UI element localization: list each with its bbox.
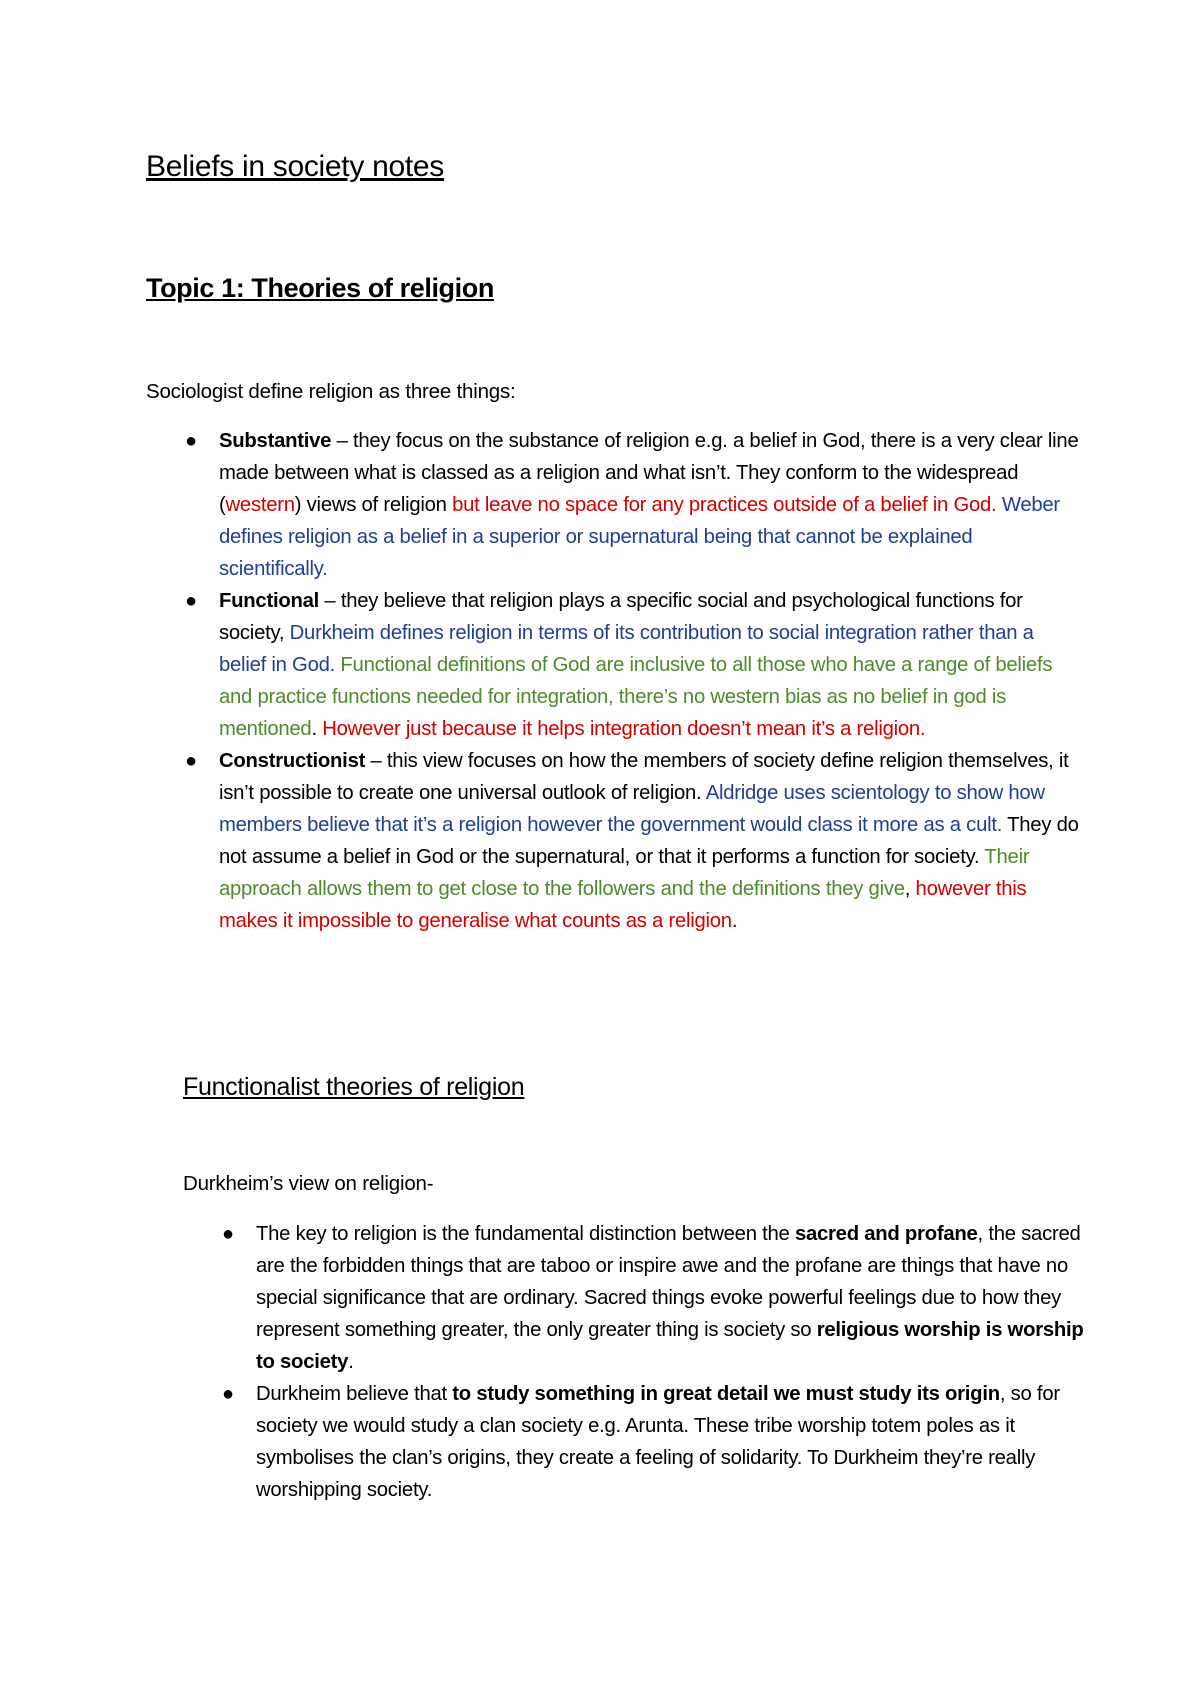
definition-text: – this view focuses on how the members of society define religion themselves, it isn’t possible to create one universal outlook of religion. xyxy=(219,750,1069,804)
document-title: Beliefs in society notes xyxy=(146,150,444,183)
intro-text: Sociologist define religion as three things: xyxy=(146,380,516,403)
highlight-green: Their approach allows them to get close to the followers and the definitions they give xyxy=(219,846,1030,900)
topic-heading: Topic 1: Theories of religion xyxy=(146,273,494,303)
bold-phrase: sacred and profane xyxy=(794,1223,978,1245)
definition-text: – they focus on the substance of religion e.g. a belief in God, there is a very clear line made between what is classed as a religion and what isn’t. They conform to the widespread ( xyxy=(219,430,1079,516)
durkheim-list xyxy=(222,1218,1086,1506)
durkheim-intro: Durkheim’s view on religion- xyxy=(183,1172,434,1195)
section-heading: Functionalist theories of religion xyxy=(183,1073,525,1101)
highlight-blue: Durkheim defines religion in terms of its contribution to social integration rather than a belief in God. xyxy=(219,622,1034,676)
highlight-red: western xyxy=(225,494,295,516)
point-text: , the sacred are the forbidden things that are taboo or inspire awe and the profane are things that have no special significance that are ordinary. Sacred things evoke powerful feelings due to how they represent something greater, the only greater thing is society so xyxy=(256,1223,1081,1341)
highlight-blue: Weber defines religion as a belief in a superior or supernatural being that cannot be explained scientifically. xyxy=(219,494,1060,580)
definition-text: , xyxy=(904,878,916,900)
definitions-list xyxy=(185,425,1079,937)
bullet-icon: ● xyxy=(222,1223,234,1245)
definition-text: They do not assume a belief in God or the supernatural, or that it performs a function for society. xyxy=(219,814,1079,868)
term-constructionist: Constructionist xyxy=(219,750,366,772)
list-item xyxy=(222,1378,1086,1506)
definition-text: – they believe that religion plays a specific social and psychological functions for society, xyxy=(219,590,1023,644)
bullet-icon: ● xyxy=(185,430,197,452)
point-text: The key to religion is the fundamental distinction between the xyxy=(256,1223,795,1245)
highlight-red: however this makes it impossible to generalise what counts as a religion xyxy=(219,878,1027,932)
definition-text: . xyxy=(731,910,738,932)
point-text: , so for society we would study a clan society e.g. Arunta. These tribe worship totem poles as it symbolises the clan’s origins, they create a feeling of solidarity. To Durkheim they’re really worshipping society. xyxy=(256,1383,1060,1501)
bold-phrase: religious worship is worship to society xyxy=(256,1319,1084,1373)
term-substantive: Substantive xyxy=(219,430,332,452)
point-text: Durkheim believe that xyxy=(256,1383,453,1405)
term-functional: Functional xyxy=(219,590,320,612)
bullet-icon: ● xyxy=(222,1383,234,1405)
list-item xyxy=(222,1218,1086,1378)
list-item-substantive xyxy=(185,425,1079,585)
bullet-icon: ● xyxy=(185,750,197,772)
list-item-constructionist xyxy=(185,745,1079,937)
highlight-red: but leave no space for any practices outside of a belief in God. xyxy=(452,494,997,516)
bullet-icon: ● xyxy=(185,590,197,612)
bold-phrase: to study something in great detail we must study its origin xyxy=(452,1383,1000,1405)
highlight-blue: Aldridge uses scientology to show how members believe that it’s a religion however the government would class it more as a cult. xyxy=(219,782,1045,836)
point-text: . xyxy=(348,1351,354,1373)
highlight-green: Functional definitions of God are inclusive to all those who have a range of beliefs and practice functions needed for integration, there’s no western bias as no belief in god is mentioned xyxy=(219,654,1053,740)
list-item-functional xyxy=(185,585,1079,745)
highlight-red: However just because it helps integration doesn’t mean it’s a religion. xyxy=(322,718,926,740)
definition-text: ) views of religion xyxy=(294,494,453,516)
definition-text: . xyxy=(311,718,323,740)
